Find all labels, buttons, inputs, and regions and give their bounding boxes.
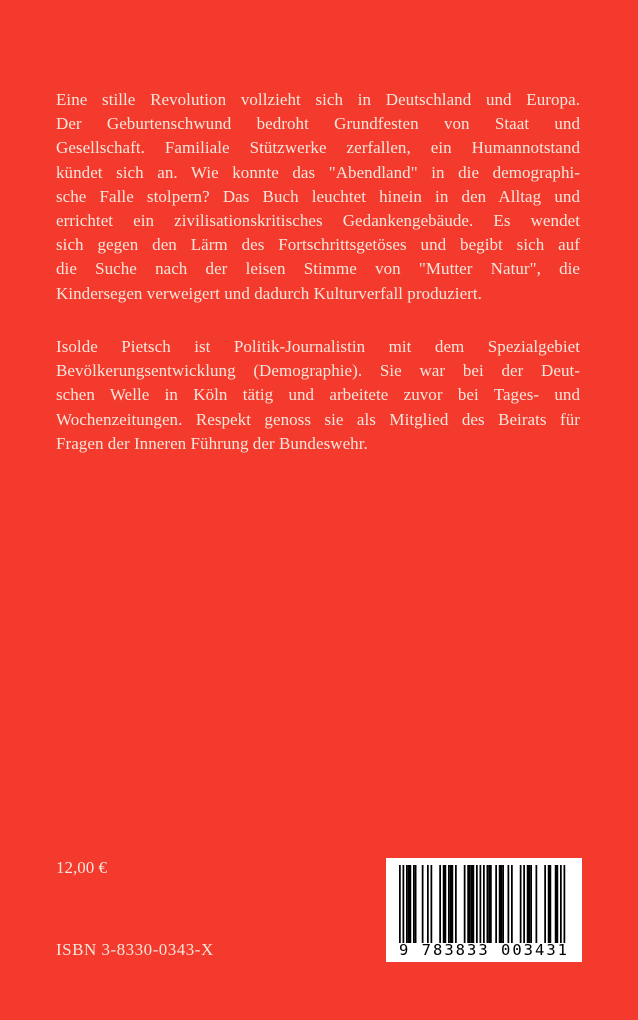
barcode-bar — [467, 865, 469, 943]
barcode-bar — [427, 865, 429, 943]
barcode-bar — [464, 865, 466, 943]
blurb-line: Eine stille Revolution vollzieht sich in Deutschland und Europa. — [56, 90, 580, 109]
barcode-bar — [501, 865, 503, 943]
barcode-bar — [431, 865, 433, 943]
barcode-bar — [490, 865, 492, 943]
blurb-line: Der Geburtenschwund bedroht Grundfesten von Staat und — [56, 114, 580, 134]
barcode-bar — [476, 865, 478, 943]
barcode-bar — [408, 865, 410, 943]
barcode-bar — [508, 865, 510, 943]
barcode-bar — [523, 865, 525, 943]
barcode-bar — [422, 865, 424, 943]
barcode-bar — [455, 865, 457, 943]
barcode-bar — [502, 865, 504, 943]
author-bio-line: Wochenzeitungen. Respekt genoss sie als Mitglied des Beirats für — [56, 409, 580, 429]
barcode-bar — [406, 865, 408, 943]
barcode-bar — [555, 865, 557, 943]
blurb-line: die Suche nach der leisen Stimme von "Mutter Natur", die — [56, 259, 580, 279]
barcode-bar — [413, 865, 415, 943]
barcode-bar — [488, 865, 490, 943]
barcode-bar — [564, 865, 566, 943]
barcode-bar — [410, 865, 412, 943]
barcode-bar — [495, 865, 497, 943]
blurb-line: Gesellschaft. Familiale Stützwerke zerfallen, ein Humannotstand — [56, 138, 580, 158]
barcode-bar — [480, 865, 482, 943]
barcode-bar — [443, 865, 445, 943]
barcode-bar — [548, 865, 550, 943]
price-label: 12,00 € — [56, 858, 107, 877]
blurb-line: sche Falle stolpern? Das Buch leuchtet hinein in den Alltag und — [56, 186, 580, 206]
blurb-line: Kindersegen verweigert und dadurch Kulturverfall produziert. — [56, 283, 482, 303]
blurb-line: kündet sich an. Wie konnte das "Abendland" in die demographi- — [56, 162, 580, 182]
barcode-bar — [536, 865, 538, 943]
barcode-bar — [560, 865, 562, 943]
barcode-bar — [415, 865, 417, 943]
barcode-bar — [469, 865, 471, 943]
barcode-bar — [473, 865, 475, 943]
author-bio-line: Fragen der Inneren Führung der Bundeswehr. — [56, 433, 368, 453]
barcode-bar — [483, 865, 485, 943]
barcode-bar — [452, 865, 454, 943]
barcode-bar — [439, 865, 441, 943]
author-bio-paragraph — [56, 335, 580, 456]
barcode-bar — [450, 865, 452, 943]
blurb-paragraph — [56, 88, 580, 306]
blurb-line: errichtet ein zivilisationskritisches Gedankengebäude. Es wendet — [56, 211, 580, 231]
barcode-bar — [550, 865, 552, 943]
barcode-bar — [448, 865, 450, 943]
author-bio-line: Bevölkerungsentwicklung (Demographie). Sie war bei der Deut- — [56, 361, 580, 381]
barcode-bar — [403, 865, 405, 943]
barcode-bar — [544, 865, 546, 943]
barcode-bar — [529, 865, 531, 943]
barcode-bar — [520, 865, 522, 943]
barcode-bar — [471, 865, 473, 943]
barcode-bar — [445, 865, 447, 943]
barcode-bar — [530, 865, 532, 943]
barcode-digits: 9 783833 003431 — [399, 941, 569, 959]
barcode-bar — [527, 865, 529, 943]
barcode-bar — [557, 865, 559, 943]
barcode — [386, 858, 582, 962]
barcode-bar — [399, 865, 401, 943]
isbn-label: ISBN 3-8330-0343-X — [56, 940, 214, 959]
author-bio-line: schen Welle in Köln tätig und arbeitete zuvor bei Tages- und — [56, 385, 580, 405]
barcode-bar — [511, 865, 513, 943]
barcode-bar — [499, 865, 501, 943]
author-bio-line: Isolde Pietsch ist Politik-Journalistin mit dem Spezialgebiet — [56, 337, 580, 356]
blurb-line: sich gegen den Lärm des Fortschrittsgetöses und begibt sich auf — [56, 235, 580, 255]
barcode-bar — [487, 865, 489, 943]
